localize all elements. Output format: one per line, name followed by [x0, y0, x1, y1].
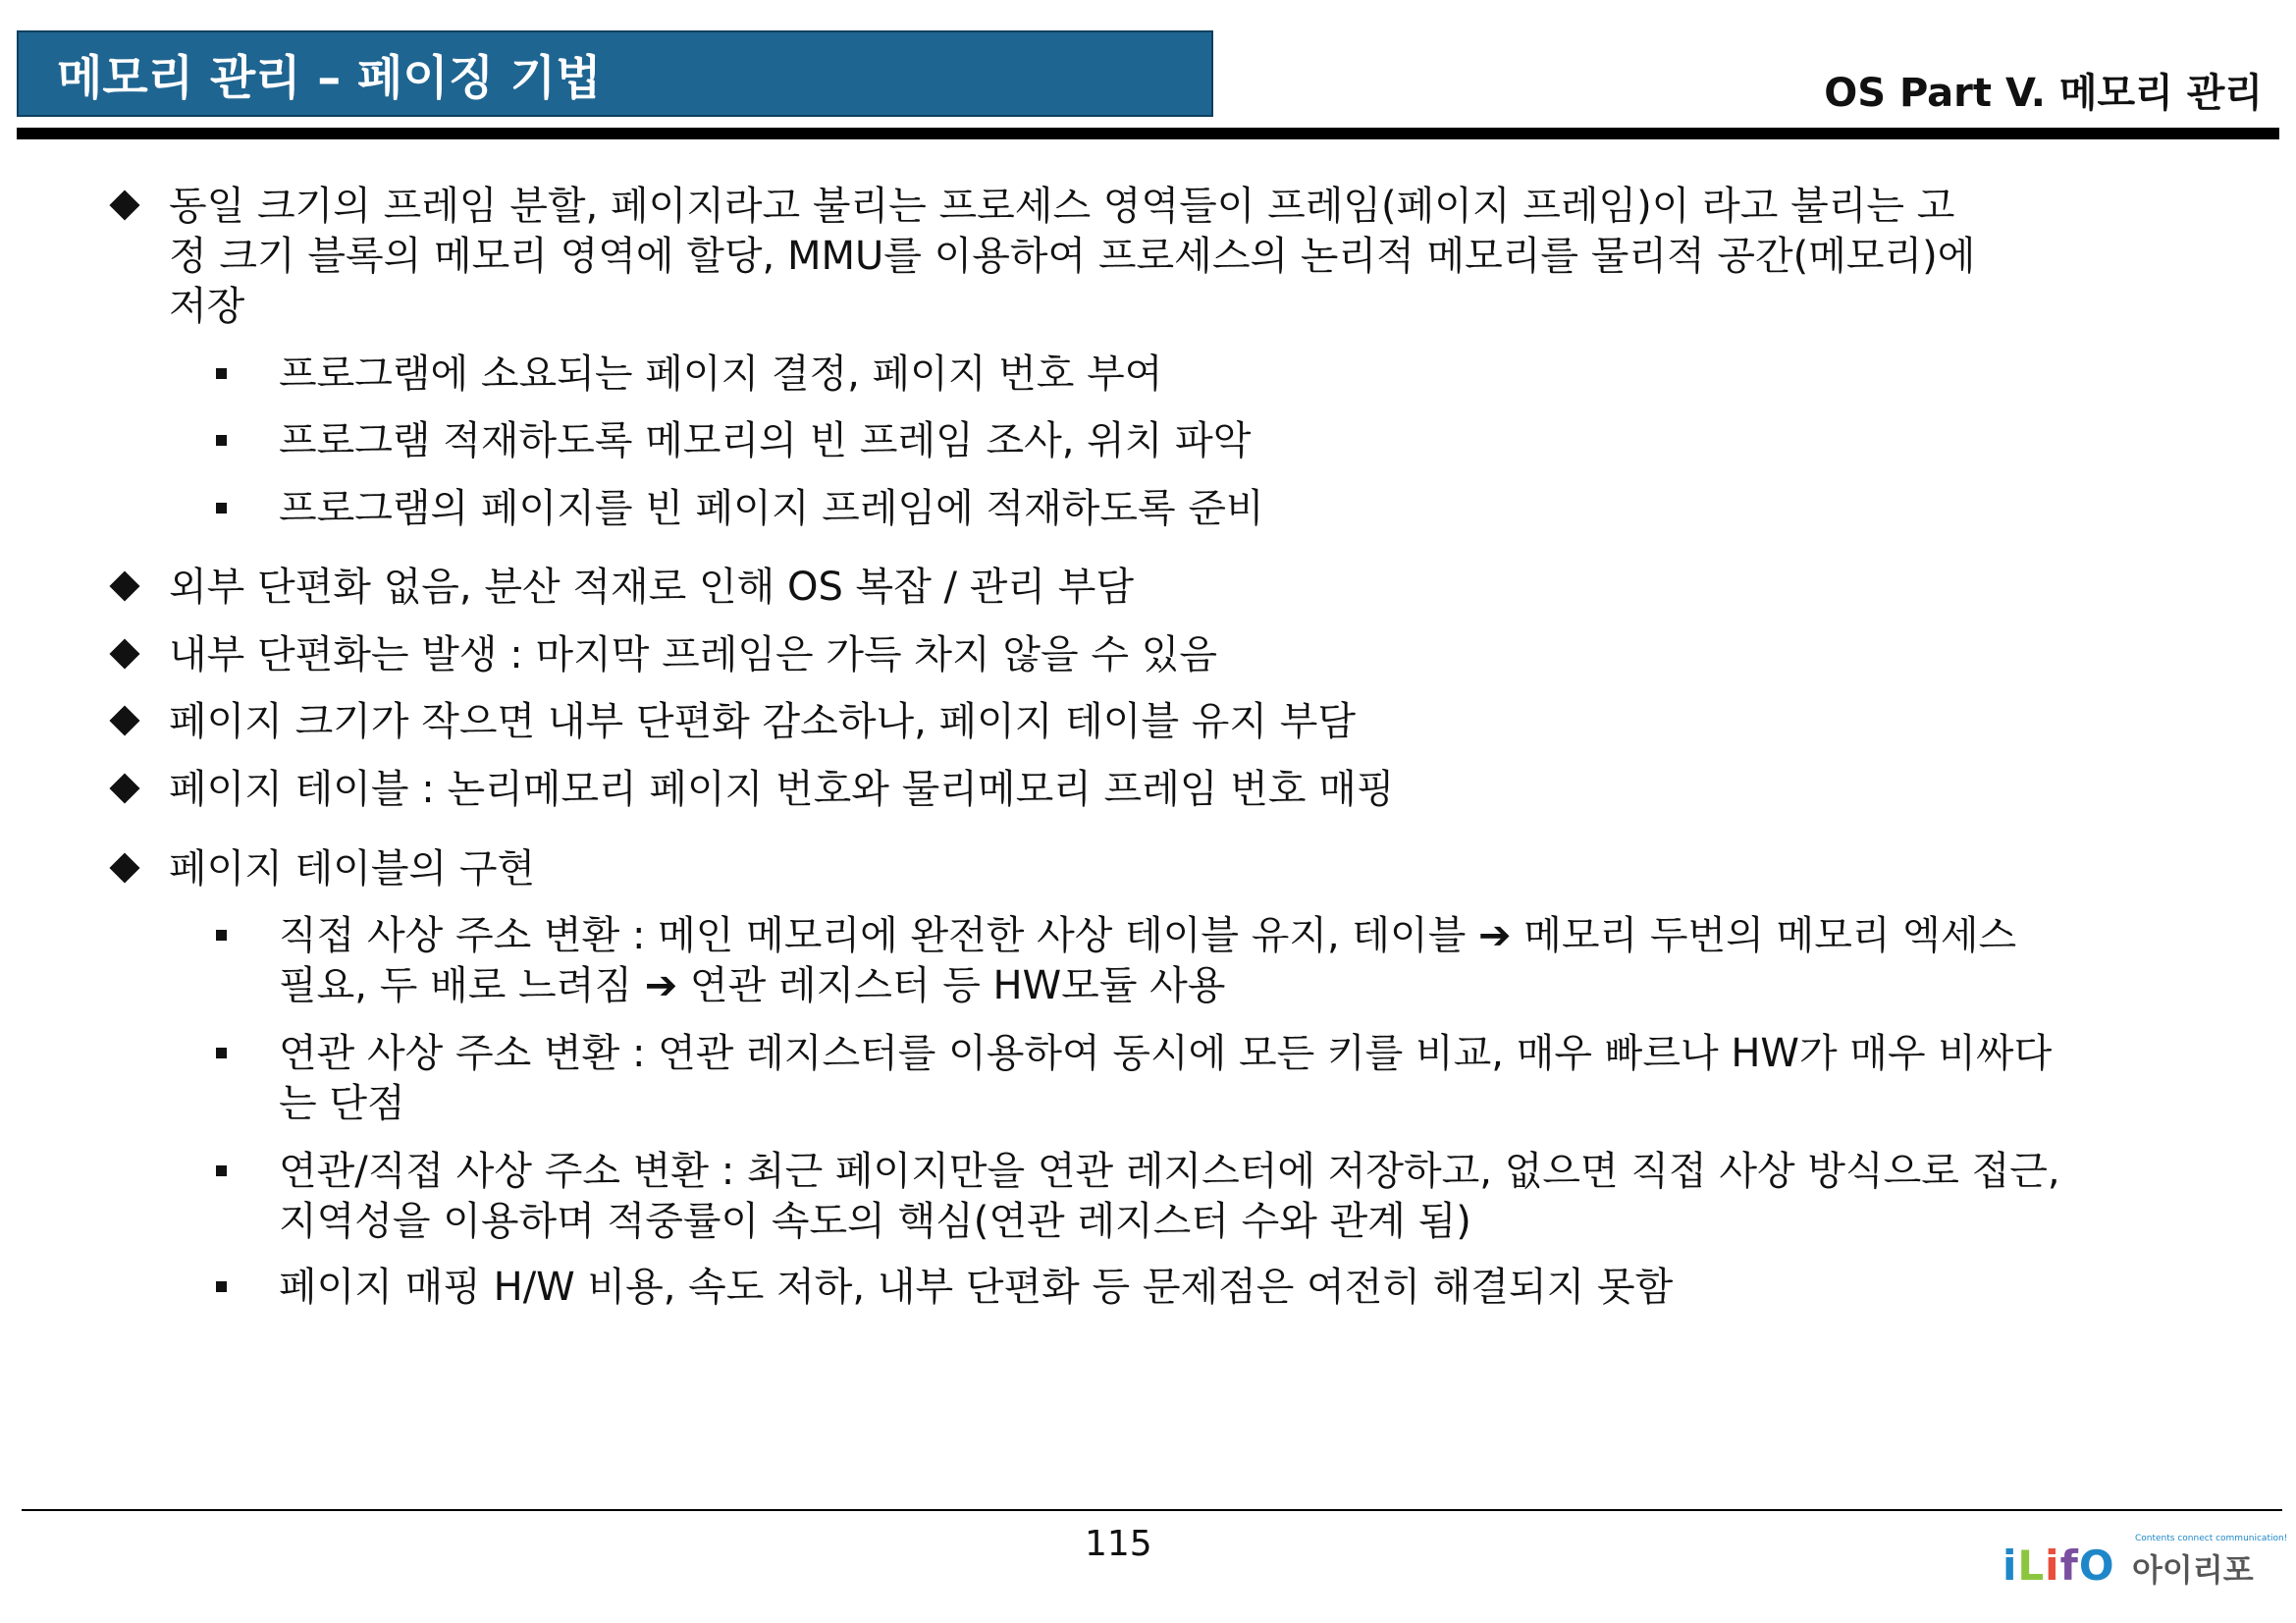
sub-bullet-combined-mapping-line-2: 지역성을 이용하며 적중률이 속도의 핵심(연관 레지스터 수와 관계 됨) — [279, 1199, 1471, 1244]
company-logo — [2002, 1534, 2288, 1590]
bullet-page-table-impl: 페이지 테이블의 구현 — [169, 846, 536, 892]
diamond-bullet-icon — [109, 705, 139, 735]
bullet-page-size: 페이지 크기가 작으면 내부 단편화 감소하나, 페이지 테이블 유지 부담 — [169, 699, 1357, 744]
logo-letter: L — [2017, 1542, 2046, 1590]
square-bullet-icon — [216, 435, 227, 446]
bullet-paging-definition-line-3: 저장 — [169, 284, 245, 329]
square-bullet-icon — [216, 503, 227, 514]
square-bullet-icon — [216, 368, 227, 379]
logo-mark — [2002, 1542, 2115, 1590]
slide-title-box — [17, 30, 1213, 117]
square-bullet-icon — [216, 930, 227, 941]
diamond-bullet-icon — [109, 570, 139, 601]
sub-bullet-associative-mapping-line-2: 는 단점 — [279, 1081, 405, 1126]
page-number: 115 — [1085, 1524, 1152, 1564]
diamond-bullet-icon — [109, 189, 139, 220]
diamond-bullet-icon — [109, 852, 139, 883]
sub-bullet-combined-mapping-line-1: 연관/직접 사상 주소 변환 : 최근 페이지만을 연관 레지스터에 저장하고, 없으면 직접 사상 방식으로 접근, — [279, 1149, 2060, 1194]
diamond-bullet-icon — [109, 773, 139, 803]
footer-divider — [22, 1509, 2282, 1511]
sub-bullet-associative-mapping-line-1: 연관 사상 주소 변환 : 연관 레지스터를 이용하여 동시에 모든 키를 비교, 매우 빠르나 HW가 매우 비싸다 — [279, 1031, 2053, 1076]
logo-letter: O — [2078, 1542, 2115, 1590]
sub-bullet-direct-mapping-line-2: 필요, 두 배로 느려짐 ➔ 연관 레지스터 등 HW모듈 사용 — [279, 963, 1226, 1008]
sub-bullet-page-decision: 프로그램에 소요되는 페이지 결정, 페이지 번호 부여 — [279, 352, 1163, 397]
bullet-page-table: 페이지 테이블 : 논리메모리 페이지 번호와 물리메모리 프레임 번호 매핑 — [169, 767, 1395, 812]
logo-letter: i — [2045, 1542, 2060, 1590]
logo-name: 아이리포 — [2132, 1551, 2254, 1589]
bullet-internal-fragmentation: 내부 단편화는 발생 : 마지막 프레임은 가득 차지 않을 수 있음 — [169, 632, 1217, 677]
square-bullet-icon — [216, 1048, 227, 1058]
section-label: OS Part V. 메모리 관리 — [1824, 71, 2263, 116]
logo-tagline: Contents connect communication! — [2135, 1534, 2288, 1543]
bullet-paging-definition-line-1: 동일 크기의 프레임 분할, 페이지라고 불리는 프로세스 영역들이 프레임(페이지 프레임)이 라고 불리는 고 — [169, 184, 1955, 229]
sub-bullet-remaining-issues: 페이지 매핑 H/W 비용, 속도 저하, 내부 단편화 등 문제점은 여전히 해결되지 못함 — [279, 1265, 1674, 1310]
logo-letter: f — [2059, 1542, 2079, 1590]
square-bullet-icon — [216, 1281, 227, 1292]
square-bullet-icon — [216, 1165, 227, 1176]
diamond-bullet-icon — [109, 638, 139, 669]
bullet-paging-definition-line-2: 정 크기 블록의 메모리 영역에 할당, MMU를 이용하여 프로세스의 논리적 메모리를 물리적 공간(메모리)에 — [169, 234, 1976, 279]
slide-title: 메모리 관리 – 페이징 기법 — [57, 50, 602, 106]
sub-bullet-frame-search: 프로그램 적재하도록 메모리의 빈 프레임 조사, 위치 파악 — [279, 418, 1252, 463]
sub-bullet-load-prepare: 프로그램의 페이지를 빈 페이지 프레임에 적재하도록 준비 — [279, 486, 1264, 531]
bullet-external-fragmentation: 외부 단편화 없음, 분산 적재로 인해 OS 복잡 / 관리 부담 — [169, 565, 1135, 610]
header-divider — [17, 128, 2279, 139]
logo-letter: i — [2002, 1542, 2018, 1590]
sub-bullet-direct-mapping-line-1: 직접 사상 주소 변환 : 메인 메모리에 완전한 사상 테이블 유지, 테이블 ➔ 메모리 두번의 메모리 엑세스 — [279, 913, 2017, 958]
